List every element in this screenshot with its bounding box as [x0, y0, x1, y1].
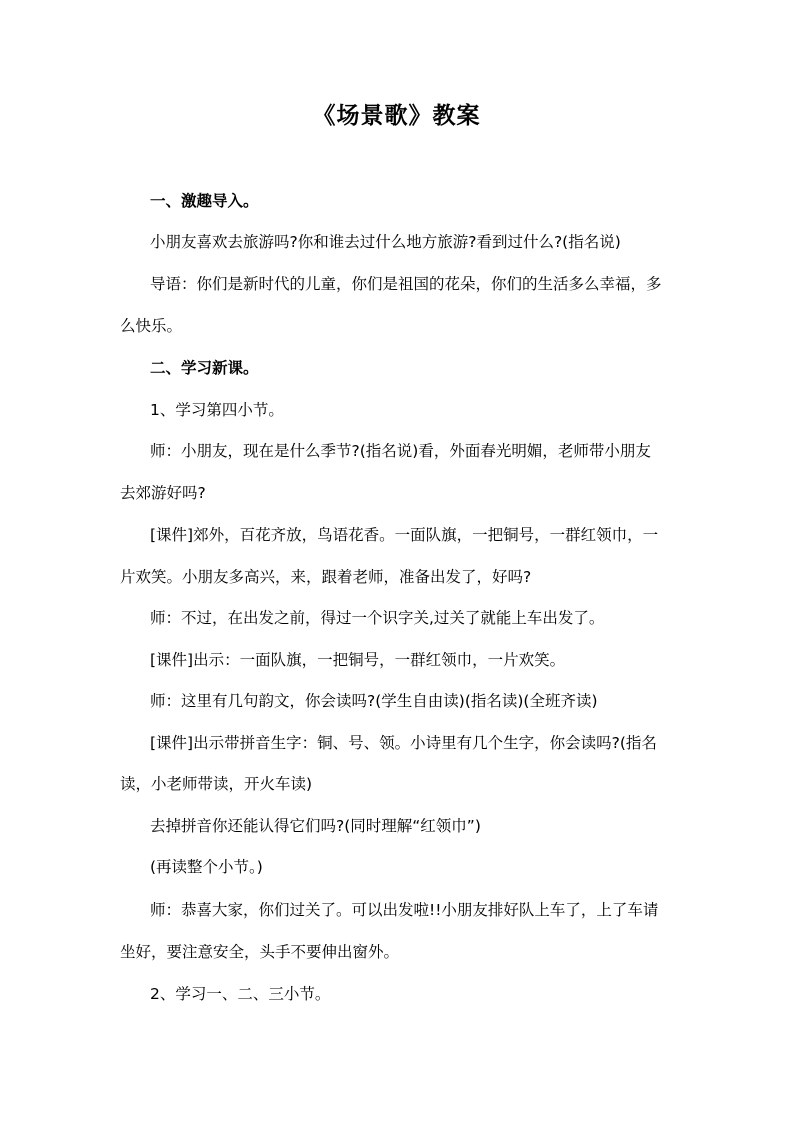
paragraph-line: 师：这里有几句韵文，你会读吗?(学生自由读)(指名读)(全班齐读) — [150, 692, 598, 710]
paragraph-line: 师：不过，在出发之前，得过一个识字关,过关了就能上车出发了。 — [150, 609, 605, 627]
paragraph-line: 师：小朋友，现在是什么季节?(指名说)看，外面春光明媚，老师带小朋友 — [150, 442, 651, 460]
paragraph-line: 导语：你们是新时代的儿童，你们是祖国的花朵，你们的生活多么幸福，多 — [150, 275, 662, 293]
paragraph-line: 读，小老师带读，开火车读) — [120, 775, 313, 793]
subsection-heading: 2、学习一、二、三小节。 — [150, 985, 331, 1003]
document-title: 《场景歌》教案 — [312, 103, 481, 129]
paragraph-line: 去掉拼音你还能认得它们吗?(同时理解“红领巾”) — [150, 817, 481, 835]
paragraph-line: 坐好，要注意安全，头手不要伸出窗外。 — [120, 943, 400, 961]
section-heading-intro: 一、激趣导入。 — [150, 192, 259, 210]
paragraph-line: 片欢笑。小朋友多高兴，来，跟着老师，准备出发了，好吗? — [120, 568, 532, 586]
paragraph-line: (再读整个小节。) — [150, 858, 263, 876]
paragraph-line: [课件]出示：一面队旗，一把铜号，一群红领巾，一片欢笑。 — [150, 651, 566, 669]
paragraph-line: 师：恭喜大家，你们过关了。可以出发啦!!小朋友排好队上车了，上了车请 — [150, 901, 659, 919]
paragraph-line: [课件]郊外，百花齐放，鸟语花香。一面队旗，一把铜号，一群红领巾，一 — [150, 526, 659, 544]
paragraph-line: 么快乐。 — [120, 317, 183, 335]
subsection-heading: 1、学习第四小节。 — [150, 401, 284, 419]
section-heading-new-lesson: 二、学习新课。 — [150, 359, 259, 377]
paragraph-line: 小朋友喜欢去旅游吗?你和谁去过什么地方旅游?看到过什么?(指名说) — [150, 233, 621, 251]
paragraph-line: 去郊游好吗? — [120, 484, 206, 502]
paragraph-line: [课件]出示带拼音生字：铜、号、领。小诗里有几个生字，你会读吗?(指名 — [150, 734, 657, 752]
